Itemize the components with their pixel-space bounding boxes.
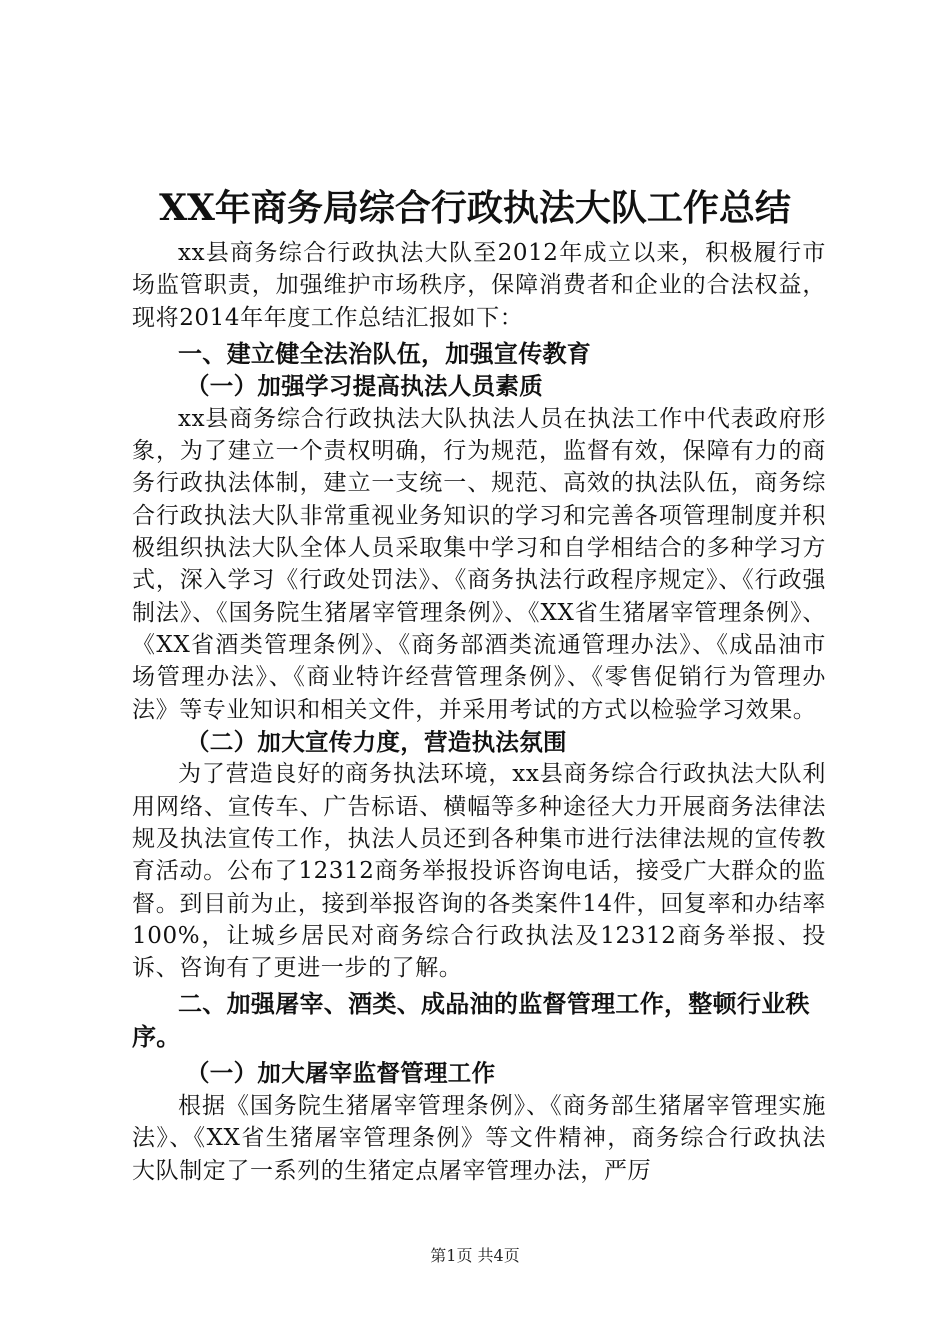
section-1-subheading-1: （一）加强学习提高执法人员素质 [186,372,543,401]
section-1-sub-2-paragraph: 为了营造良好的商务执法环境，xx县商务综合行政执法大队利用网络、宣传车、广告标语、横幅等多种途径大力开展商务法律法规及执法宣传工作，执法人员还到各种集市进行法律法规的宣传教育活动。公布了12312商务举报投诉咨询电话，接受广大群众的监督。到目前为止，接到举报咨询的各类案件14件，回复率和办结率100%，让城乡居民对商务综合行政执法及12312商务举报、投诉、咨询有了更进一步的了解。 [132,761,826,982]
document-body [132,237,826,1187]
section-2-subheading-1: （一）加大屠宰监督管理工作 [186,1059,496,1088]
section-1-sub-1-paragraph: xx县商务综合行政执法大队执法人员在执法工作中代表政府形象，为了建立一个责权明确，行为规范，监督有效，保障有力的商务行政执法体制，建立一支统一、规范、高效的执法队伍，商务综合行政执法大队非常重视业务知识的学习和完善各项管理制度并积极组织执法大队全体人员采取集中学习和自学相结合的多种学习方式，深入学习《行政处罚法》、《商务执法行政程序规定》、《行政强制法》、《国务院生猪屠宰管理条例》、《XX省生猪屠宰管理条例》、《XX省酒类管理条例》、《商务部酒类流通管理办法》、《成品油市场管理办法》、《商业特许经营管理条例》、《零售促销行为管理办法》等专业知识和相关文件，并采用考试的方式以检验学习效果。 [132,405,826,723]
section-2-sub-1-paragraph: 根据《国务院生猪屠宰管理条例》、《商务部生猪屠宰管理实施法》、《XX省生猪屠宰管理条例》等文件精神，商务综合行政执法大队制定了一系列的生猪定点屠宰管理办法，严厉 [132,1092,826,1184]
document-title: XX年商务局综合行政执法大队工作总结 [159,187,791,229]
section-1-subheading-2: （二）加大宣传力度，营造执法氛围 [186,727,567,756]
page-footer: 第1页 共4页 [430,1246,520,1265]
section-1-heading: 一、建立健全法治队伍，加强宣传教育 [178,338,592,368]
section-2-heading: 二、加强屠宰、酒类、成品油的监督管理工作，整顿行业秩序。 [132,989,810,1051]
intro-paragraph: xx县商务综合行政执法大队至2012年成立以来，积极履行市场监管职责，加强维护市场秩序，保障消费者和企业的合法权益，现将2014年年度工作总结汇报如下： [132,240,826,331]
